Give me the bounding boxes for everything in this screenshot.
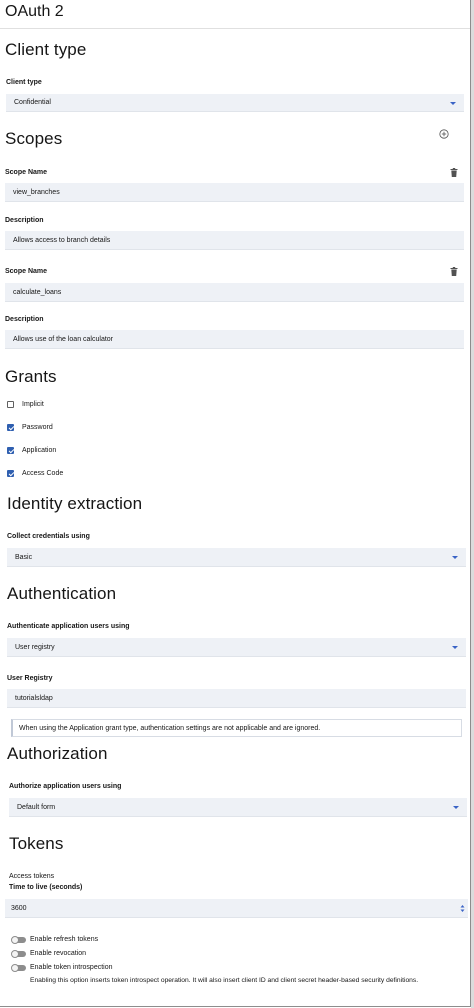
authenticate-users-select[interactable] — [7, 638, 466, 657]
chevron-down-icon — [452, 646, 458, 649]
scope-name-input[interactable] — [5, 283, 464, 302]
scope-name-value: calculate_loans — [13, 288, 62, 296]
grant-access-code-label: Access Code — [22, 470, 64, 477]
tokens-heading: Tokens — [9, 834, 64, 853]
page-title: OAuth 2 — [5, 3, 64, 20]
scope-name-label: Scope Name — [5, 268, 48, 275]
authentication-notice-text: When using the Application grant type, authentication settings are not applicable and are ignored. — [19, 724, 321, 732]
add-scope-icon[interactable] — [439, 129, 449, 139]
scope-name-value: view_branches — [13, 188, 60, 196]
grants-heading: Grants — [5, 367, 57, 386]
scope-description-label: Description — [5, 217, 44, 224]
grant-password-label: Password — [22, 424, 53, 431]
grant-password-checkbox[interactable] — [7, 424, 14, 431]
authorization-heading: Authorization — [7, 744, 108, 763]
scope-name-label: Scope Name — [5, 169, 48, 176]
refresh-tokens-toggle[interactable] — [12, 937, 26, 943]
collect-credentials-value: Basic — [15, 553, 33, 561]
revocation-toggle[interactable] — [12, 951, 26, 957]
delete-scope-icon[interactable] — [450, 267, 458, 276]
client-type-value: Confidential — [14, 99, 51, 106]
authorize-users-value: Default form — [17, 803, 56, 811]
grant-implicit-label: Implicit — [22, 401, 44, 408]
token-introspection-toggle[interactable] — [12, 965, 26, 971]
user-registry-label: User Registry — [7, 675, 53, 682]
chevron-down-icon — [453, 806, 459, 809]
chevron-down-icon — [450, 102, 456, 105]
refresh-tokens-label: Enable refresh tokens — [30, 936, 99, 943]
scope-description-input[interactable] — [5, 231, 464, 250]
client-type-label: Client type — [6, 79, 42, 86]
scope-description-label: Description — [5, 316, 44, 323]
authorize-users-select[interactable] — [9, 798, 467, 817]
chevron-down-icon — [452, 556, 458, 559]
access-tokens-label: Access tokens — [9, 873, 55, 880]
user-registry-value: tutorialsldap — [15, 694, 53, 702]
scope-description-value: Allows use of the loan calculator — [13, 335, 113, 343]
collect-credentials-label: Collect credentials using — [7, 533, 90, 540]
scope-description-input[interactable] — [5, 330, 464, 349]
ttl-label: Time to live (seconds) — [9, 884, 83, 891]
stepper-arrows-icon[interactable] — [460, 904, 465, 913]
user-registry-input[interactable] — [7, 689, 466, 708]
client-type-select[interactable] — [6, 94, 464, 112]
collect-credentials-select[interactable] — [7, 548, 466, 567]
grant-implicit-checkbox[interactable] — [7, 401, 14, 408]
ttl-input[interactable] — [5, 899, 468, 918]
token-introspection-label: Enable token introspection — [30, 964, 113, 971]
revocation-label: Enable revocation — [30, 950, 87, 957]
grant-application-label: Application — [22, 447, 57, 454]
introspection-note: Enabling this option inserts token introspect operation. It will also insert client ID and client secret header-based security definitions. — [30, 977, 419, 984]
delete-scope-icon[interactable] — [450, 168, 458, 177]
identity-extraction-heading: Identity extraction — [7, 494, 143, 513]
authenticate-users-label: Authenticate application users using — [7, 623, 130, 630]
grant-application-checkbox[interactable] — [7, 447, 14, 454]
scope-description-value: Allows access to branch details — [13, 236, 111, 244]
authentication-heading: Authentication — [7, 584, 117, 603]
ttl-value: 3600 — [11, 904, 27, 912]
authentication-notice — [11, 719, 462, 737]
authorize-users-label: Authorize application users using — [9, 783, 122, 790]
client-type-heading: Client type — [5, 40, 87, 59]
scopes-heading: Scopes — [5, 129, 63, 148]
scope-name-input[interactable] — [5, 183, 464, 202]
grant-access-code-checkbox[interactable] — [7, 470, 14, 477]
authenticate-users-value: User registry — [15, 643, 55, 651]
title-divider — [0, 28, 470, 29]
